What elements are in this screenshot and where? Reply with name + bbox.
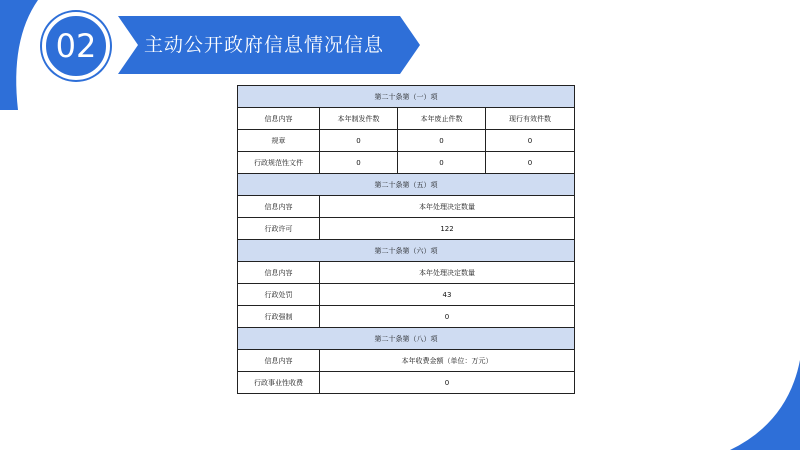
table-row	[238, 284, 575, 306]
row-label: 行政许可	[238, 218, 320, 240]
header-cell: 信息内容	[238, 262, 320, 284]
header-cell: 现行有效件数	[486, 108, 575, 130]
row-label: 行政规范性文件	[238, 152, 320, 174]
header-cell: 本年收费金额（单位：万元）	[320, 350, 575, 372]
row-label: 行政强制	[238, 306, 320, 328]
table-row	[238, 152, 575, 174]
section-title: 第二十条第（一）项	[238, 86, 575, 108]
cell-value: 0	[398, 130, 486, 152]
table-header-row	[238, 350, 575, 372]
section-title: 第二十条第（六）项	[238, 240, 575, 262]
section-row	[238, 86, 575, 108]
table-row	[238, 372, 575, 394]
section-row	[238, 240, 575, 262]
section-title: 第二十条第（八）项	[238, 328, 575, 350]
row-label: 行政处罚	[238, 284, 320, 306]
cell-value: 0	[320, 306, 575, 328]
section-row	[238, 328, 575, 350]
table-header-row	[238, 108, 575, 130]
section-title: 第二十条第（五）项	[238, 174, 575, 196]
table-row	[238, 130, 575, 152]
header-cell: 信息内容	[238, 196, 320, 218]
section-number-badge: 02	[42, 12, 110, 80]
table-header-row	[238, 262, 575, 284]
header-cell: 信息内容	[238, 350, 320, 372]
row-label: 行政事业性收费	[238, 372, 320, 394]
header-cell: 本年处理决定数量	[320, 196, 575, 218]
page-title: 主动公开政府信息情况信息	[144, 34, 385, 56]
table-row	[238, 218, 575, 240]
info-table	[237, 85, 575, 394]
corner-decoration-bottom-right	[730, 360, 800, 450]
row-label: 规章	[238, 130, 320, 152]
cell-value: 122	[320, 218, 575, 240]
table-header-row	[238, 196, 575, 218]
header-cell: 本年废止件数	[398, 108, 486, 130]
cell-value: 43	[320, 284, 575, 306]
section-row	[238, 174, 575, 196]
header-cell: 信息内容	[238, 108, 320, 130]
cell-value: 0	[320, 130, 398, 152]
cell-value: 0	[398, 152, 486, 174]
cell-value: 0	[486, 130, 575, 152]
header-cell: 本年制发件数	[320, 108, 398, 130]
cell-value: 0	[320, 372, 575, 394]
cell-value: 0	[320, 152, 398, 174]
cell-value: 0	[486, 152, 575, 174]
header-cell: 本年处理决定数量	[320, 262, 575, 284]
table-row	[238, 306, 575, 328]
